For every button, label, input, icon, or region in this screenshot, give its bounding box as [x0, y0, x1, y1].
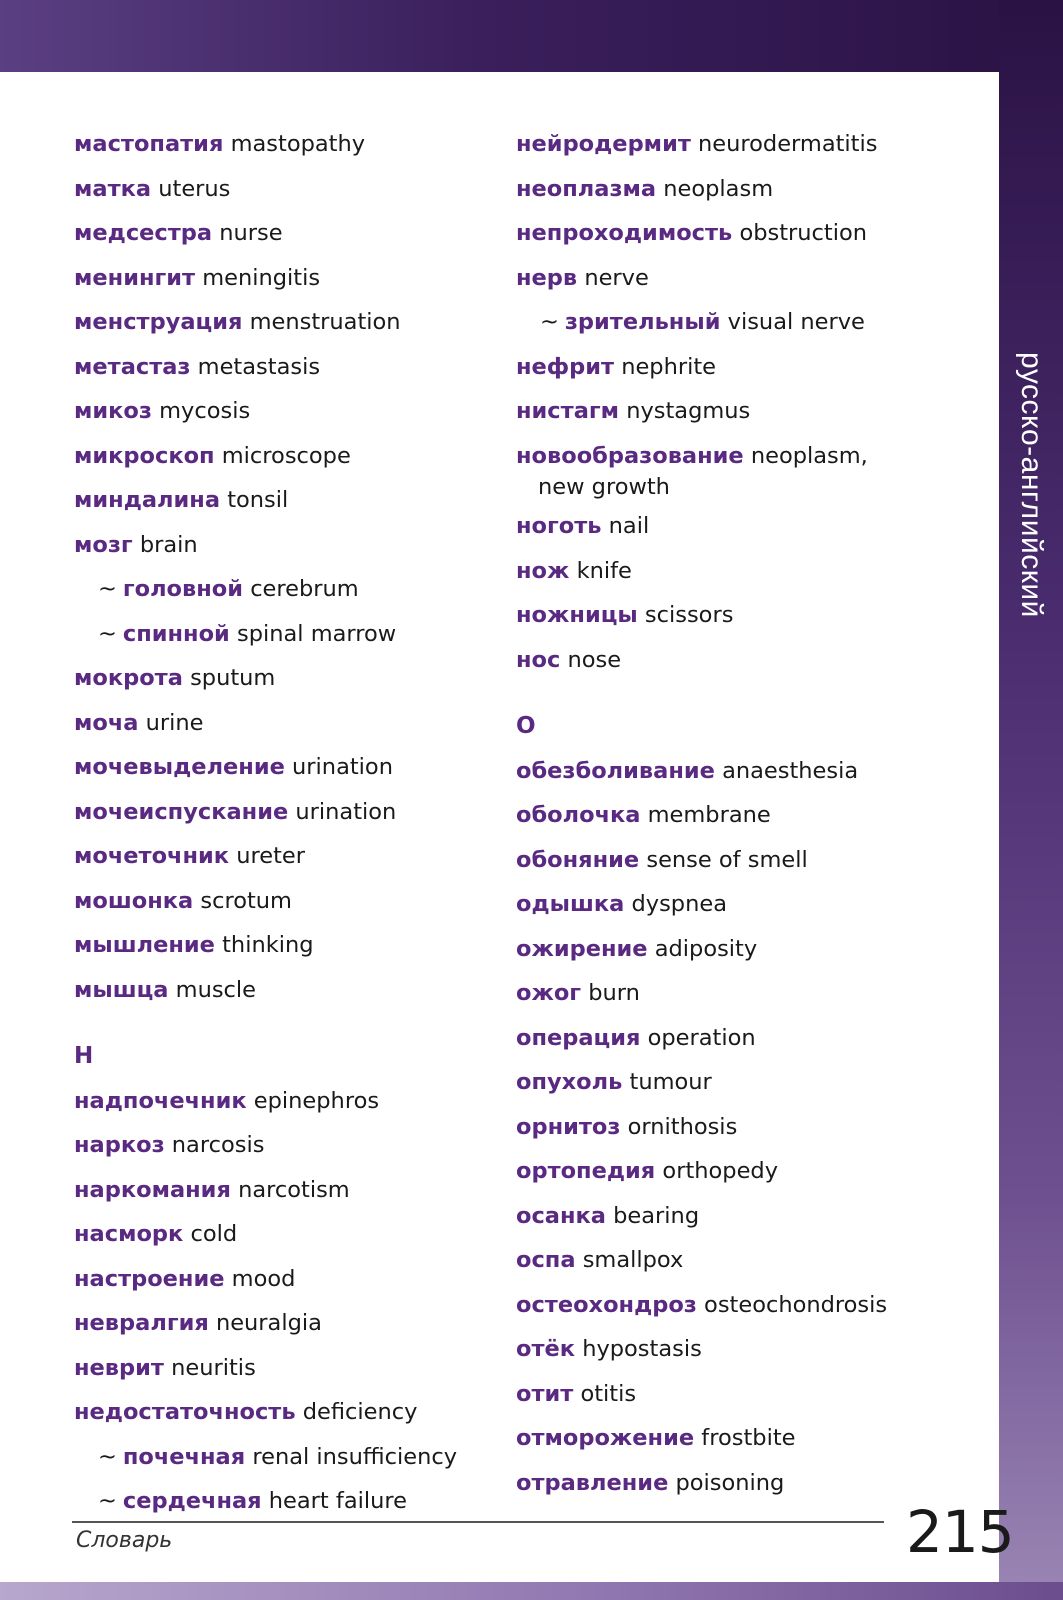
dictionary-entry	[74, 389, 494, 434]
translation: neoplasm,	[750, 442, 868, 469]
translation: sputum	[190, 665, 276, 691]
left-column	[74, 122, 494, 1524]
translation: neuralgia	[215, 1310, 322, 1336]
translation: metastasis	[197, 353, 321, 380]
dictionary-entry	[74, 1301, 494, 1346]
dictionary-entry	[74, 122, 494, 167]
translation: thinking	[222, 932, 314, 958]
dictionary-entry	[516, 1372, 956, 1417]
translation: epinephros	[253, 1087, 380, 1114]
dictionary-entry	[516, 593, 956, 638]
headword: мочевыделение	[74, 754, 285, 780]
headword: мастопатия	[74, 131, 224, 157]
headword: отравление	[516, 1469, 669, 1496]
translation: orthopedy	[662, 1158, 779, 1184]
dictionary-entry	[516, 211, 956, 256]
headword: ортопедия	[516, 1158, 656, 1184]
translation: ornithosis	[627, 1113, 738, 1140]
headword: сердечная	[122, 1488, 262, 1514]
dictionary-entry	[74, 1079, 494, 1124]
translation: urination	[295, 798, 397, 825]
translation: neoplasm	[663, 175, 774, 202]
headword: микоз	[74, 398, 152, 424]
tilde-mark: ~	[98, 576, 117, 602]
headword: мышление	[74, 932, 215, 958]
dictionary-entry	[74, 968, 494, 1013]
dictionary-entry	[74, 790, 494, 835]
translation: narcotism	[238, 1176, 350, 1203]
translation: hypostasis	[582, 1336, 702, 1362]
dictionary-entry	[516, 389, 956, 434]
dictionary-entry	[516, 1105, 956, 1150]
translation: mood	[231, 1265, 296, 1292]
tilde-mark: ~	[98, 1488, 117, 1514]
translation: tumour	[629, 1069, 712, 1095]
dictionary-entry	[516, 1461, 956, 1506]
top-color-band	[0, 0, 1063, 72]
dictionary-subentry	[74, 567, 494, 612]
dictionary-entry	[74, 834, 494, 879]
dictionary-entry	[516, 122, 956, 167]
dictionary-page	[0, 72, 999, 1582]
translation: bearing	[613, 1202, 700, 1229]
dictionary-entry	[516, 1416, 956, 1461]
translation: spinal marrow	[236, 620, 397, 647]
translation: nerve	[584, 264, 649, 291]
translation: scissors	[644, 602, 734, 628]
dictionary-entry	[74, 879, 494, 924]
translation: operation	[647, 1024, 756, 1051]
headword: надпочечник	[74, 1087, 247, 1114]
headword: обезболивание	[516, 757, 715, 784]
headword: остеохондроз	[516, 1291, 697, 1318]
headword: метастаз	[74, 353, 191, 380]
headword: обоняние	[516, 846, 640, 873]
dictionary-entry	[516, 882, 956, 927]
headword: операция	[516, 1024, 641, 1051]
headword: мышца	[74, 976, 169, 1003]
translation: cold	[190, 1221, 238, 1247]
letter-heading: Н	[74, 1043, 94, 1069]
headword: моча	[74, 709, 139, 736]
translation: adiposity	[654, 935, 758, 962]
dictionary-entry	[74, 1123, 494, 1168]
dictionary-entry	[74, 478, 494, 523]
dictionary-entry	[74, 300, 494, 345]
translation: mastopathy	[230, 131, 366, 157]
page-number: 215	[906, 1498, 1014, 1566]
translation: urine	[145, 709, 204, 736]
translation: scrotum	[200, 887, 292, 914]
headword: мозг	[74, 531, 133, 558]
right-column	[516, 122, 956, 1505]
dictionary-entry	[74, 523, 494, 568]
tilde-mark: ~	[540, 309, 559, 335]
translation: menstruation	[249, 309, 401, 335]
headword: одышка	[516, 891, 625, 917]
dictionary-entry	[74, 701, 494, 746]
dictionary-entry	[516, 1327, 956, 1372]
translation: deficiency	[302, 1399, 418, 1425]
translation: ureter	[236, 843, 306, 869]
headword: мочеточник	[74, 843, 230, 869]
headword: непроходимость	[516, 220, 733, 246]
translation: neuritis	[171, 1354, 256, 1381]
translation: neurodermatitis	[698, 131, 878, 157]
headword: оспа	[516, 1247, 576, 1273]
headword: миндалина	[74, 487, 221, 513]
headword: головной	[122, 576, 244, 602]
headword: нистагм	[516, 398, 620, 424]
translation: microscope	[221, 442, 351, 469]
headword: нос	[516, 646, 561, 673]
footer-rule	[72, 1521, 884, 1523]
dictionary-entry	[74, 1212, 494, 1257]
headword: медсестра	[74, 220, 213, 246]
headword: оболочка	[516, 802, 641, 828]
headword: недостаточность	[74, 1399, 296, 1425]
translation: heart failure	[268, 1488, 407, 1514]
dictionary-subentry	[74, 1479, 494, 1524]
translation: nose	[567, 646, 622, 673]
translation: uterus	[158, 175, 231, 202]
section-tab-label: русско-английский	[1015, 351, 1048, 618]
headword: неврит	[74, 1354, 164, 1381]
dictionary-subentry	[74, 612, 494, 657]
translation: tonsil	[227, 487, 289, 513]
dictionary-entry	[516, 838, 956, 883]
translation: smallpox	[582, 1247, 684, 1273]
translation: otitis	[580, 1380, 637, 1407]
translation: narcosis	[171, 1132, 265, 1158]
dictionary-entry	[516, 1194, 956, 1239]
dictionary-entry	[516, 345, 956, 390]
section-tab	[1013, 312, 1049, 657]
translation: osteochondrosis	[704, 1291, 888, 1318]
dictionary-entry	[516, 1238, 956, 1283]
headword: неоплазма	[516, 175, 657, 202]
translation: nurse	[219, 220, 283, 246]
headword: отит	[516, 1380, 574, 1407]
headword: микроскоп	[74, 442, 215, 469]
tilde-mark: ~	[98, 1443, 117, 1470]
dictionary-subentry	[516, 300, 956, 345]
translation: visual nerve	[727, 309, 865, 335]
headword: опухоль	[516, 1069, 623, 1095]
headword: ножницы	[516, 602, 638, 628]
translation: membrane	[647, 802, 771, 828]
translation: cerebrum	[250, 576, 359, 602]
headword: орнитоз	[516, 1113, 621, 1140]
dictionary-entry	[74, 745, 494, 790]
dictionary-entry	[74, 1346, 494, 1391]
headword: мокрота	[74, 665, 183, 691]
headword: мочеиспускание	[74, 798, 289, 825]
dictionary-entry	[516, 167, 956, 212]
headword: спинной	[122, 620, 230, 647]
dictionary-entry	[516, 1060, 956, 1105]
translation: meningitis	[202, 264, 321, 291]
dictionary-entry	[516, 434, 956, 503]
headword: нерв	[516, 264, 578, 291]
dictionary-entry	[74, 1390, 494, 1435]
translation: anaesthesia	[722, 757, 859, 784]
dictionary-entry	[516, 549, 956, 594]
translation: renal insufficiency	[252, 1443, 458, 1470]
dictionary-entry	[74, 1257, 494, 1302]
dictionary-subentry	[74, 1435, 494, 1480]
dictionary-entry	[516, 1283, 956, 1328]
headword: ноготь	[516, 513, 602, 539]
headword: ожог	[516, 980, 582, 1006]
headword: матка	[74, 175, 152, 202]
dictionary-entry	[74, 256, 494, 301]
dictionary-entry	[516, 256, 956, 301]
headword: мошонка	[74, 887, 194, 914]
headword: зрительный	[564, 309, 721, 335]
bottom-color-band	[0, 1582, 1063, 1600]
headword: осанка	[516, 1202, 606, 1229]
headword: отморожение	[516, 1425, 695, 1451]
dictionary-entry	[516, 927, 956, 972]
footer-section-title: Словарь	[76, 1528, 173, 1553]
letter-heading: О	[516, 713, 536, 739]
headword: невралгия	[74, 1310, 209, 1336]
tilde-mark: ~	[98, 620, 117, 647]
dictionary-entry	[516, 1149, 956, 1194]
headword: нейродермит	[516, 131, 691, 157]
right-color-band	[999, 0, 1063, 1600]
headword: наркомания	[74, 1176, 231, 1203]
dictionary-entry	[74, 1168, 494, 1213]
translation: nail	[608, 513, 650, 539]
dictionary-entry	[516, 749, 956, 794]
translation: poisoning	[675, 1469, 785, 1496]
translation: nephrite	[621, 353, 717, 380]
dictionary-entry	[74, 211, 494, 256]
dictionary-entry	[74, 345, 494, 390]
headword: нож	[516, 557, 570, 584]
headword: ожирение	[516, 935, 648, 962]
headword: новообразование	[516, 442, 744, 469]
translation: dyspnea	[631, 891, 727, 917]
dictionary-entry	[516, 1016, 956, 1061]
headword: менструация	[74, 309, 243, 335]
headword: менингит	[74, 264, 196, 291]
translation: knife	[576, 557, 632, 584]
headword: нефрит	[516, 353, 615, 380]
translation-continued: new growth	[538, 474, 670, 500]
dictionary-entry	[74, 167, 494, 212]
dictionary-entry	[74, 656, 494, 701]
translation: burn	[588, 980, 640, 1006]
dictionary-entry	[74, 434, 494, 479]
headword: почечная	[122, 1443, 246, 1470]
headword: насморк	[74, 1221, 184, 1247]
headword: наркоз	[74, 1132, 165, 1158]
dictionary-entry	[74, 923, 494, 968]
translation: brain	[139, 531, 198, 558]
dictionary-entry	[516, 638, 956, 683]
dictionary-entry	[516, 504, 956, 549]
headword: настроение	[74, 1265, 225, 1292]
translation: frostbite	[701, 1425, 796, 1451]
translation: muscle	[175, 976, 257, 1003]
translation: obstruction	[739, 220, 868, 246]
dictionary-entry	[516, 971, 956, 1016]
translation: sense of smell	[646, 846, 808, 873]
translation: nystagmus	[626, 398, 751, 424]
dictionary-entry	[516, 793, 956, 838]
translation: urination	[292, 754, 393, 780]
translation: mycosis	[159, 398, 251, 424]
headword: отёк	[516, 1336, 576, 1362]
